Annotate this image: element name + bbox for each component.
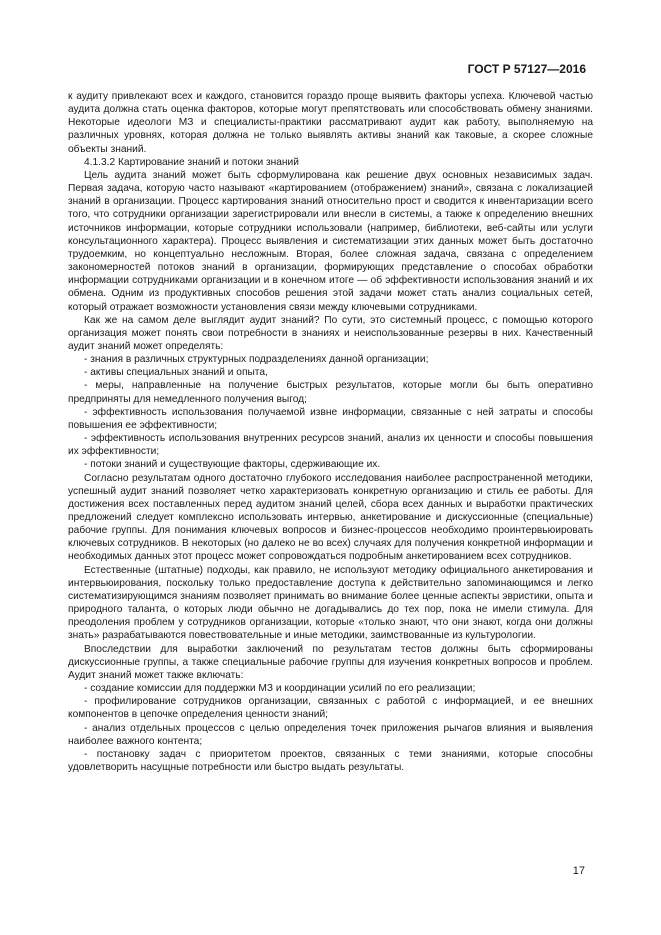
paragraph: Согласно результатам одного достаточно глубокого исследования наиболее распространенной методики, успешный аудит знаний позволяет четко характеризовать конкретную организацию и стиль ее работы. Для достижения всех поставленных перед аудитом знаний целей, сбора всех данных и выработки практических предложений следует комплексно использовать интервью, анкетирование и дискуссионные (специальные) рабочие группы. Для понимания ключевых вопросов и бизнес-процессов необходимо проинтервьюировать ключевых сотрудников. В некоторых (но далеко не во всех) случаях для получения конкретной информации и необходимых данных этот процесс может сопровождаться подробным анкетированием всех сотрудников. — [68, 472, 593, 563]
paragraph: Как же на самом деле выглядит аудит знаний? По сути, это системный процесс, с помощью которого организация может понять свои потребности в знаниях и неиспользованные резервы в них. Качественный аудит знаний может определять: — [68, 314, 593, 352]
list-item: - анализ отдельных процессов с целью определения точек приложения рычагов влияния и выявления наиболее важного контента; — [68, 722, 593, 747]
list-item: - меры, направленные на получение быстрых результатов, которые могли бы быть оперативно предприняты для немедленного получения выгод; — [68, 380, 593, 405]
paragraph: Естественные (штатные) подходы, как правило, не используют методику официального анкетирования и интервьюирования, поскольку только предоставление доступа к действительно запоминающимся и легко систематизирующимся знаниям позволяет принимать во внимание более ценные аспекты эвристики, опыта и природного таланта, о которых люди обычно не догадывались до тех пор, пока не имели стимула. Для преодоления проблем у сотрудников организации, которые «только знают, что они знают, когда они должны знать» разрабатываются повествовательные и иные методики, заимствованные из культурологии. — [68, 564, 593, 642]
list-item: - активы специальных знаний и опыта, — [84, 367, 268, 379]
list-item: - потоки знаний и существующие факторы, сдерживающие их. — [84, 459, 381, 471]
list-item: - эффективность использования внутренних ресурсов знаний, анализ их ценности и способы повышения их эффективности; — [68, 433, 593, 458]
paragraph: Впоследствии для выработки заключений по результатам тестов должны быть сформированы дискуссионные группы, а также специальные рабочие группы для изучения конкретных вопросов и проблем. Аудит знаний может также включать: — [68, 643, 593, 681]
list-item: - постановку задач с приоритетом проектов, связанных с теми знаниями, которые способны удовлетворить насущные потребности или быстро выдать результаты. — [68, 748, 593, 773]
paragraph: 4.1.3.2 Картирование знаний и потоки знаний — [84, 156, 299, 168]
paragraph: к аудиту привлекают всех и каждого, становится гораздо проще выявить факторы успеха. Ключевой частью аудита должна стать оценка факторов, которые могут препятствовать или способствовать обмену знаниями. Некоторые идеологи МЗ и специалисты-практики рассматривают аудит как работу, выполняемую на различных уровнях, которая должна не только выявлять активы знаний как таковые, а скорее сложные объекты знаний. — [68, 91, 593, 155]
list-item: - профилирование сотрудников организации, связанных с работой с информацией, и ее внешних компонентов в цепочке определения ценности знаний; — [68, 696, 593, 721]
list-item: - эффективность использования получаемой извне информации, связанные с ней затраты и способы повышения ее эффективности; — [68, 406, 593, 431]
list-item: - создание комиссии для поддержки МЗ и координации усилий по его реализации; — [84, 683, 476, 695]
document-body — [68, 90, 593, 774]
standard-code-header: ГОСТ Р 57127—2016 — [467, 62, 586, 76]
paragraph: Цель аудита знаний может быть сформулирована как решение двух основных независимых задач. Первая задача, которую часто называют «картированием (отображением) знаний», связана с локализацией знаний в организации. Процесс картирования знаний относительно прост и сводится к инвентаризации всего того, что сотрудники организации зарегистрировали или внесли в системы, а также к определению внешних источников информации, которые сотрудники использовали (например, библиотеки, веб-сайты или услуги консультационного характера). Процесс выявления и систематизации этих данных может быть достаточно трудоемким, но концептуально несложным. Вторая, более сложная задача, связана с определением закономерностей потоков знаний в организации, формирующих представление о способах обработки информации сотрудниками организации и в конечном итоге — об эффективности использования знаний и их обмена. Одним из продуктивных способов решения этой задачи может стать анализ социальных сетей, который отражает возможности установления связи между ключевыми сотрудниками. — [68, 169, 593, 313]
page-number: 17 — [572, 865, 585, 877]
list-item: - знания в различных структурных подразделениях данной организации; — [84, 354, 429, 366]
